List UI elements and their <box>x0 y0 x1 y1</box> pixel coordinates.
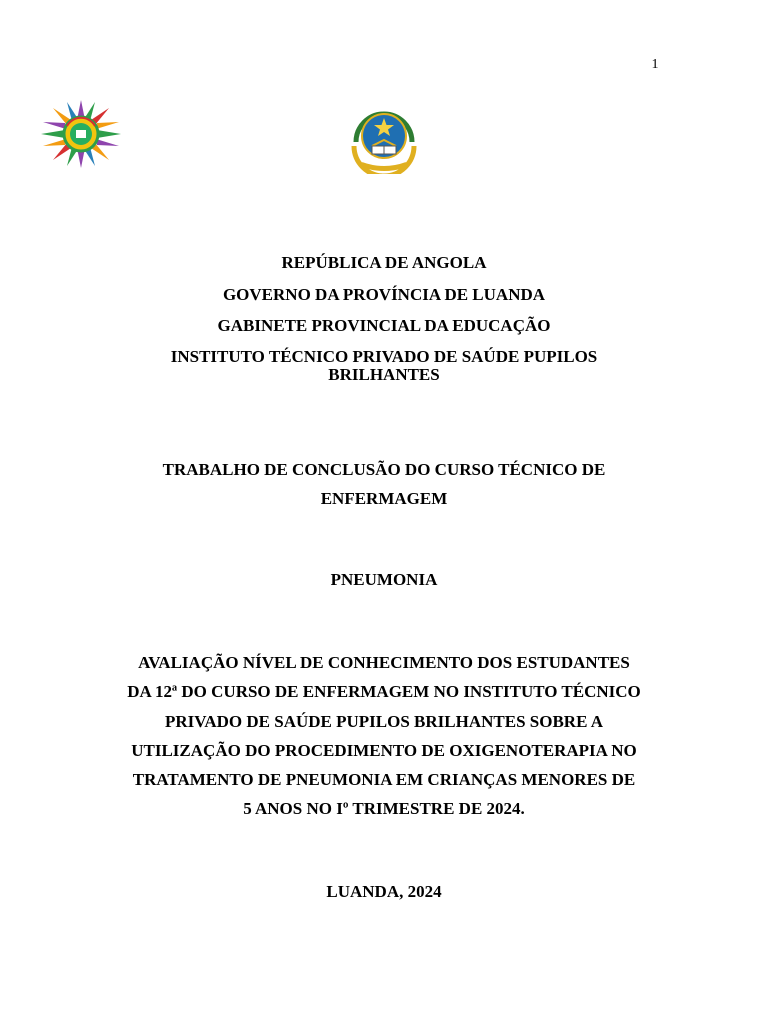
title-line: DA 12ª DO CURSO DE ENFERMAGEM NO INSTITUTO TÉCNICO <box>127 682 641 702</box>
topic-heading: PNEUMONIA <box>330 570 438 589</box>
page-number: 1 <box>651 57 659 72</box>
title-line: TRATAMENTO DE PNEUMONIA EM CRIANÇAS MENORES DE <box>132 770 636 790</box>
course-statement <box>84 455 684 513</box>
title-line: AVALIAÇÃO NÍVEL DE CONHECIMENTO DOS ESTUDANTES <box>138 653 630 672</box>
header-republic: REPÚBLICA DE ANGOLA <box>281 253 487 272</box>
header-institute <box>84 342 684 384</box>
institution-header <box>84 247 684 384</box>
header-institute-line1: INSTITUTO TÉCNICO PRIVADO DE SAÚDE PUPILOS <box>170 346 598 366</box>
header-institute-line2: BRILHANTES <box>328 364 440 384</box>
title-line: 5 ANOS NO Iº TRIMESTRE DE 2024. <box>243 799 525 819</box>
header-cabinet: GABINETE PROVINCIAL DA EDUCAÇÃO <box>217 316 551 335</box>
angola-emblem-icon <box>342 102 426 174</box>
title-line: UTILIZAÇÃO DO PROCEDIMENTO DE OXIGENOTERAPIA NO <box>131 740 637 760</box>
header-government: GOVERNO DA PROVÍNCIA DE LUANDA <box>222 284 546 304</box>
course-line2: ENFERMAGEM <box>320 489 448 508</box>
course-line1: TRABALHO DE CONCLUSÃO DO CURSO TÉCNICO DE <box>162 460 606 479</box>
place-date: LUANDA, 2024 <box>326 882 442 901</box>
school-emblem-icon <box>38 98 124 170</box>
thesis-title <box>84 648 684 824</box>
title-line: PRIVADO DE SAÚDE PUPILOS BRILHANTES SOBRE A <box>164 711 603 731</box>
